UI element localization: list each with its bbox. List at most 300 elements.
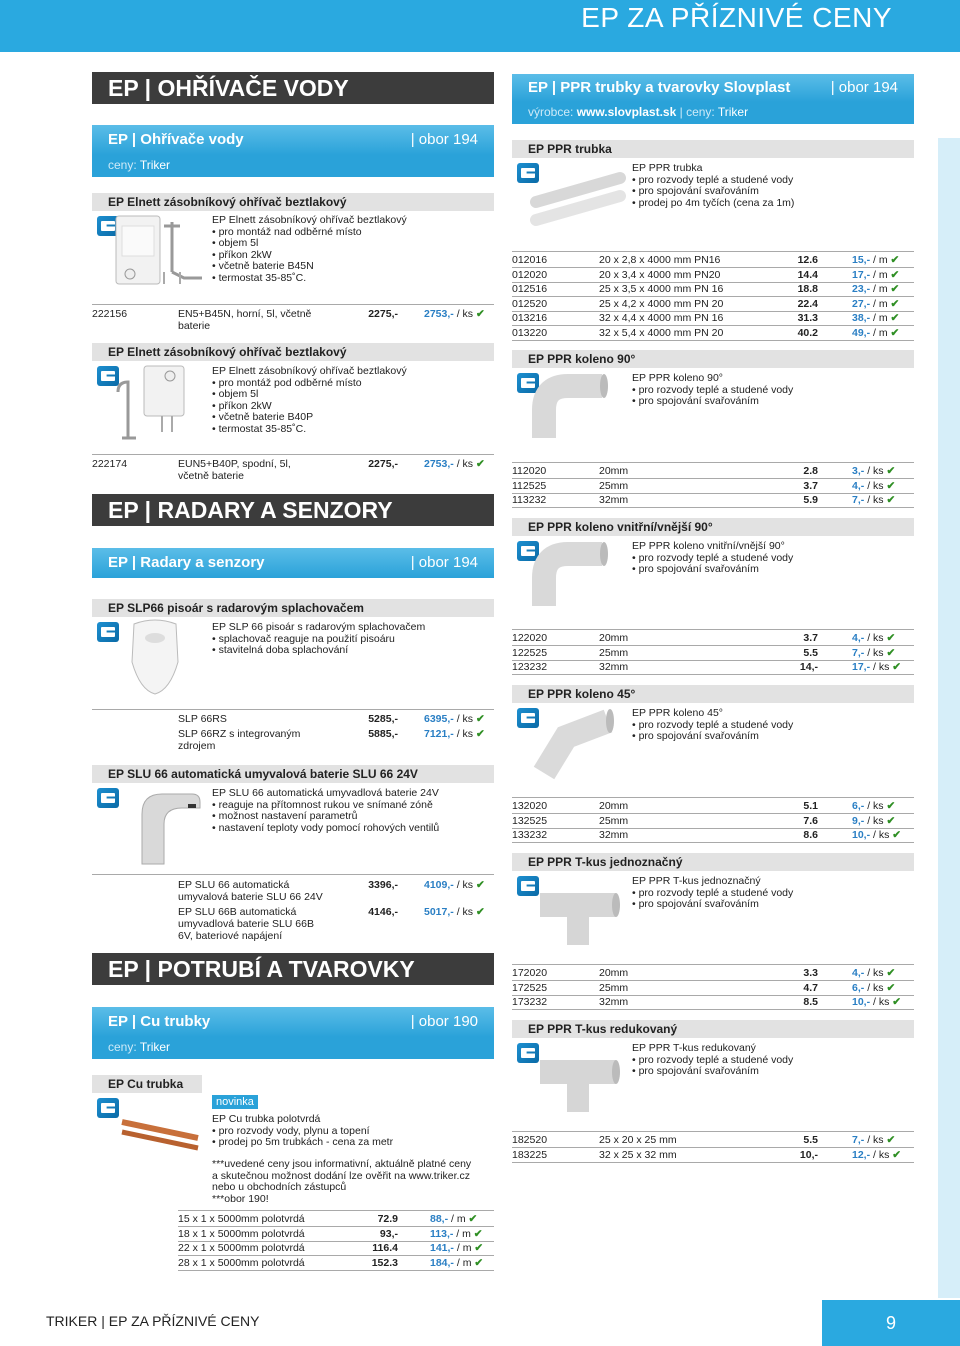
divider (92, 454, 494, 455)
row-desc: baterie (178, 320, 211, 332)
new-price: 88,- (430, 1213, 449, 1225)
desc-line: • termostat 35-85˚C. (212, 424, 407, 436)
new-price: 4,- (852, 479, 865, 492)
price-unit: / m (873, 297, 888, 310)
new-price: 15,- (852, 254, 871, 266)
product-code: 112525 (512, 479, 547, 492)
check-icon: ✔ (886, 800, 896, 812)
product-title: EP PPR T-kus jednoznačný (512, 853, 914, 871)
new-price-group (424, 308, 485, 320)
new-price-group (852, 967, 895, 979)
old-price: 152.3 (371, 1256, 398, 1269)
divider (512, 507, 914, 508)
category-bar-radary (92, 548, 494, 578)
product-code: 173232 (512, 996, 548, 1008)
manufacturer-line (512, 102, 914, 124)
new-price: 7,- (852, 646, 865, 659)
new-price-group (852, 815, 895, 827)
check-icon: ✔ (474, 1242, 484, 1254)
product-description (212, 366, 407, 435)
new-badge: novinka (212, 1095, 258, 1109)
new-price-group (852, 829, 901, 841)
desc-line: EP PPR T-kus jednoznačný (632, 875, 761, 887)
product-code: 012016 (512, 254, 548, 266)
row-desc: 25mm (599, 981, 629, 994)
faucet-image (112, 784, 204, 868)
old-price: 3.3 (803, 967, 818, 979)
check-icon: ✔ (892, 661, 902, 673)
product-code: 012020 (512, 268, 548, 281)
check-icon: ✔ (890, 254, 900, 266)
price-row-desc (178, 308, 311, 332)
pipe-image (530, 162, 626, 238)
price-unit: / m (873, 268, 888, 281)
check-icon: ✔ (892, 996, 902, 1008)
divider (512, 462, 914, 463)
product-description (212, 1114, 393, 1149)
product-description (632, 876, 793, 911)
note-line: ***obor 190! (212, 1192, 269, 1205)
desc-line: • včetně baterie B45N (212, 261, 407, 273)
product-title-cu: EP Cu trubka (92, 1075, 202, 1093)
row-desc: 20mm (599, 465, 629, 477)
product-description (212, 788, 439, 834)
new-price-group (852, 298, 899, 310)
category-prices-line (92, 155, 494, 177)
desc-line: • příkon 2kW (212, 401, 407, 413)
row-desc: zdrojem (178, 740, 216, 752)
price-unit: / m (456, 1242, 472, 1254)
category-obor: | obor 194 (830, 79, 898, 96)
row-desc: umyvalová baterie SLU 66 24V (178, 891, 323, 903)
row-desc: 22 x 1 x 5000mm polotvrdá (178, 1242, 305, 1254)
desc-line: • včetně baterie B40P (212, 412, 407, 424)
divider (92, 709, 494, 710)
new-price: 2753,- (424, 458, 454, 470)
divider (178, 1210, 494, 1211)
desc-line: • pro rozvody teplé a studené vody (632, 720, 793, 732)
price-row (92, 308, 127, 320)
product-description (632, 373, 793, 408)
row-desc: 25 x 4,2 x 4000 mm PN 20 (599, 297, 724, 310)
price-unit: / ks (867, 967, 884, 979)
old-price: 40.2 (797, 326, 818, 339)
product-title: EP PPR T-kus redukovaný (512, 1020, 914, 1038)
copper-pipes-image (118, 1100, 204, 1156)
new-price-group (430, 1257, 483, 1269)
old-price: 7.6 (803, 814, 818, 827)
new-price: 10,- (852, 996, 871, 1008)
water-heater-image (112, 212, 204, 290)
new-price: 17,- (852, 661, 871, 673)
desc-line: • pro rozvody teplé a studené vody (632, 888, 793, 900)
product-title: EP PPR koleno 90° (512, 350, 914, 368)
product-description (212, 622, 425, 657)
product-code: 132525 (512, 814, 548, 827)
row-desc: 25mm (599, 646, 629, 659)
new-price: 2753,- (424, 308, 454, 320)
old-price: 5285,- (368, 713, 398, 725)
product-code: 133232 (512, 829, 548, 841)
row-desc: 28 x 1 x 5000mm polotvrdá (178, 1256, 305, 1269)
note-line: nebo u obchodních zástupců (212, 1181, 347, 1193)
old-price: 72.9 (377, 1213, 398, 1225)
new-price: 23,- (852, 283, 871, 295)
ep-logo-icon (97, 622, 119, 642)
urinal-image (120, 618, 190, 700)
category-label: EP | PPR trubky a tvarovky Slovplast (528, 79, 791, 96)
desc-line: EP PPR koleno 90° (632, 372, 723, 384)
tee-image (530, 1042, 626, 1118)
row-desc: 20mm (599, 967, 629, 979)
row-desc: včetně baterie (178, 470, 244, 482)
desc-line: • pro spojování svařováním (632, 899, 793, 911)
desc-line: • pro rozvody teplé a studené vody (632, 385, 793, 397)
old-price: 22.4 (797, 297, 818, 310)
check-icon: ✔ (890, 268, 900, 281)
price-note (212, 1159, 471, 1205)
old-price: 5885,- (368, 728, 398, 740)
product-description (632, 541, 793, 576)
price-unit: / ks (867, 981, 884, 994)
section-heading-ohrivace: EP | OHŘÍVAČE VODY (92, 72, 494, 104)
new-price-group (852, 254, 899, 266)
desc-line: • objem 5l (212, 238, 407, 250)
row-desc: 20 x 3,4 x 4000 mm PN20 (599, 268, 721, 281)
divider (92, 874, 494, 875)
old-price: 93,- (379, 1227, 398, 1240)
row-desc: umyvadlová baterie SLU 66B (178, 918, 314, 930)
price-unit: / m (873, 326, 888, 339)
row-desc: EP SLU 66B automatická (178, 906, 297, 918)
old-price: 116.4 (372, 1242, 398, 1254)
new-price: 27,- (852, 297, 871, 310)
price-unit: / m (873, 254, 888, 266)
product-title: EP PPR trubka (512, 140, 914, 158)
product-title-pisoar: EP SLP66 pisoár s radarovým splachovačem (92, 599, 494, 617)
desc-line: • pro montáž pod odběrné místo (212, 378, 407, 390)
new-price: 7121,- (424, 728, 454, 740)
check-icon: ✔ (475, 906, 485, 918)
desc-line: EP SLP 66 pisoár s radarovým splachovačem (212, 621, 426, 633)
product-code: 113232 (512, 494, 547, 506)
old-price: 4146,- (368, 906, 398, 918)
check-icon: ✔ (475, 728, 485, 740)
ceny-value: Triker (717, 105, 749, 119)
check-icon: ✔ (886, 967, 896, 979)
row-desc: 32 x 5,4 x 4000 mm PN 20 (599, 326, 724, 339)
new-price: 12,- (852, 1148, 871, 1161)
desc-line: • pro rozvody teplé a studené vody (632, 175, 794, 187)
old-price: 5.5 (803, 1134, 818, 1146)
product-code: 222174 (92, 458, 128, 470)
new-price-group (424, 879, 485, 891)
check-icon: ✔ (886, 494, 896, 506)
divider (512, 1131, 914, 1132)
new-price-group (852, 327, 899, 339)
row-desc: 32mm (599, 996, 629, 1008)
desc-line: • pro spojování svařováním (632, 186, 794, 198)
check-icon: ✔ (886, 981, 896, 994)
new-price-group (852, 800, 895, 812)
product-code: 122020 (512, 632, 548, 644)
price-unit: / ks (867, 1134, 884, 1146)
price-unit: / ks (867, 646, 884, 659)
new-price: 7,- (852, 1134, 865, 1146)
check-icon: ✔ (475, 458, 485, 470)
row-desc: SLP 66RS (178, 713, 227, 725)
check-icon: ✔ (475, 713, 485, 725)
divider (178, 1270, 494, 1271)
product-code: 132020 (512, 800, 548, 812)
product-code: 012520 (512, 297, 548, 310)
category-obor: | obor 190 (410, 1013, 478, 1030)
row-desc: EN5+B45N, horní, 5l, včetně (178, 308, 312, 320)
desc-line: • stavitelná doba splachování (212, 645, 425, 657)
desc-line: • pro rozvody teplé a studené vody (632, 1055, 793, 1067)
page-number: 9 (822, 1300, 960, 1346)
new-price-group (852, 494, 895, 506)
new-price-group (424, 728, 485, 740)
price-unit: / ks (873, 1148, 890, 1161)
old-price: 3.7 (803, 632, 818, 644)
price-row-desc (178, 879, 323, 903)
old-price: 14,- (799, 661, 818, 673)
ceny-prefix: ceny: (108, 1040, 140, 1054)
price-unit: / ks (456, 879, 474, 891)
water-heater-under-image (112, 362, 204, 444)
product-code: 013216 (512, 312, 548, 324)
new-price: 10,- (852, 829, 871, 841)
price-unit: / m (873, 312, 888, 324)
new-price-group (430, 1228, 483, 1240)
row-desc: 25mm (599, 479, 629, 492)
footer-text: TRIKER | EP ZA PŘÍZNIVÉ CENY (46, 1313, 260, 1329)
old-price: 5.9 (803, 494, 818, 506)
check-icon: ✔ (892, 829, 902, 841)
old-price: 2.8 (803, 465, 818, 477)
vyrobce-prefix: výrobce: (528, 105, 577, 119)
new-price-group (852, 661, 901, 673)
price-row-desc (178, 728, 300, 752)
check-icon: ✔ (473, 1227, 483, 1240)
divider (512, 964, 914, 965)
category-label: EP | Radary a senzory (108, 554, 265, 571)
product-code: 123232 (512, 661, 548, 673)
row-desc: 20mm (599, 632, 629, 644)
desc-line: • pro spojování svařováním (632, 564, 793, 576)
desc-line: EP PPR T-kus redukovaný (632, 1042, 756, 1054)
price-unit: / ks (867, 814, 884, 827)
old-price: 4.7 (803, 981, 818, 994)
price-unit: / ks (867, 494, 884, 506)
check-icon: ✔ (475, 879, 485, 891)
category-bar-ohrivace (92, 125, 494, 155)
product-code: 013220 (512, 326, 548, 339)
row-desc: 32 x 4,4 x 4000 mm PN 16 (599, 312, 724, 324)
row-desc: 20 x 2,8 x 4000 mm PN16 (599, 254, 721, 266)
desc-line: EP Elnett zásobníkový ohřívač beztlakový (212, 365, 407, 377)
divider (512, 674, 914, 675)
new-price-group (424, 458, 485, 470)
divider (512, 1162, 914, 1163)
check-icon: ✔ (890, 326, 900, 339)
new-price-group (852, 632, 895, 644)
check-icon: ✔ (886, 465, 896, 477)
desc-line: EP SLU 66 automatická umyvadlová baterie 24V (212, 787, 439, 799)
price-unit: / ks (456, 713, 474, 725)
divider (512, 797, 914, 798)
desc-line: • pro rozvody teplé a studené vody (632, 553, 793, 565)
desc-line: EP Elnett zásobníkový ohřívač beztlakový (212, 214, 407, 226)
row-desc: 15 x 1 x 5000mm polotvrdá (178, 1213, 305, 1225)
product-code: 122525 (512, 646, 548, 659)
new-price: 7,- (852, 494, 865, 506)
old-price: 12.6 (797, 254, 818, 266)
new-price: 4109,- (424, 879, 454, 891)
desc-line: EP PPR trubka (632, 162, 703, 174)
new-price: 5017,- (424, 906, 454, 918)
category-bar-ppr (512, 74, 914, 102)
price-unit: / ks (456, 728, 474, 740)
price-unit: / m (873, 283, 888, 295)
new-price-group (852, 1134, 895, 1146)
new-price: 184,- (430, 1256, 454, 1269)
new-price: 141,- (430, 1242, 454, 1254)
new-price: 38,- (852, 312, 871, 324)
check-icon: ✔ (892, 1148, 902, 1161)
note-line: ***uvedené ceny jsou informativní, aktuálně platné ceny (212, 1158, 472, 1170)
old-price: 14.4 (797, 268, 818, 281)
row-desc: 6V, bateriové napájení (178, 930, 283, 942)
row-desc: 18 x 1 x 5000mm polotvrdá (178, 1227, 305, 1240)
product-code: 012516 (512, 283, 548, 295)
price-unit: / m (456, 1227, 471, 1240)
section-heading-radary: EP | RADARY A SENZORY (92, 494, 494, 526)
row-desc: SLP 66RZ s integrovaným (178, 728, 301, 740)
product-code: 182520 (512, 1134, 548, 1146)
desc-line: • prodej po 4m tyčích (cena za 1m) (632, 198, 794, 210)
new-price-group (852, 465, 895, 477)
price-unit: / ks (456, 308, 474, 320)
manufacturer-link[interactable]: www.slovplast.sk (576, 105, 677, 119)
page-banner-title: EP ZA PŘÍZNIVÉ CENY (581, 2, 892, 33)
new-price: 6,- (852, 981, 865, 994)
new-price: 113,- (430, 1227, 454, 1240)
new-price-group (430, 1242, 483, 1254)
new-price: 4,- (852, 632, 865, 644)
row-desc: 32 x 25 x 32 mm (599, 1148, 677, 1161)
new-price-group (852, 647, 895, 659)
price-unit: / m (451, 1213, 466, 1225)
old-price: 5.5 (803, 646, 818, 659)
elbow45-image (530, 707, 626, 783)
desc-line: • pro spojování svařováním (632, 396, 793, 408)
check-icon: ✔ (890, 283, 900, 295)
section-heading-potrubi: EP | POTRUBÍ A TVAROVKY (92, 953, 494, 985)
new-price-group (424, 906, 485, 918)
divider (512, 1009, 914, 1010)
product-description (632, 163, 794, 209)
divider (512, 842, 914, 843)
new-price-group (852, 480, 895, 492)
product-title-elnett-spodni: EP Elnett zásobníkový ohřívač beztlakový (92, 343, 494, 361)
new-price: 6395,- (424, 713, 454, 725)
ep-logo-icon (97, 1098, 119, 1118)
side-tab (938, 138, 960, 1298)
price-unit: / ks (867, 479, 884, 492)
new-price: 6,- (852, 800, 865, 812)
elbow-image (530, 540, 626, 616)
old-price: 31.3 (797, 312, 818, 324)
price-unit: / ks (873, 661, 890, 673)
desc-line: EP PPR koleno 45° (632, 707, 723, 719)
new-price-group (852, 283, 899, 295)
check-icon: ✔ (886, 814, 896, 827)
price-unit: / ks (867, 632, 884, 644)
product-code: 222156 (92, 308, 128, 320)
new-price: 3,- (852, 465, 865, 477)
check-icon: ✔ (886, 1134, 896, 1146)
desc-line: • příkon 2kW (212, 250, 407, 262)
product-description (632, 1043, 793, 1078)
category-obor: | obor 194 (410, 131, 478, 148)
category-label: EP | Cu trubky (108, 1013, 211, 1030)
new-price: 4,- (852, 967, 865, 979)
row-desc: 25 x 3,5 x 4000 mm PN 16 (599, 283, 724, 295)
price-unit: / ks (456, 906, 474, 918)
ceny-value: Triker (139, 158, 171, 172)
divider (512, 340, 914, 341)
new-price-group (852, 996, 901, 1008)
check-icon: ✔ (890, 312, 900, 324)
ceny-prefix: | ceny: (676, 105, 718, 119)
desc-line: • prodej po 5m trubkách - cena za metr (212, 1137, 393, 1149)
row-desc: 25 x 20 x 25 mm (599, 1134, 677, 1146)
row-desc: 32mm (599, 494, 629, 506)
old-price: 5.1 (803, 800, 818, 812)
new-price: 17,- (852, 268, 871, 281)
new-price-group (852, 1149, 901, 1161)
product-code: 183225 (512, 1148, 548, 1161)
old-price: 2275,- (368, 458, 398, 470)
row-desc: 25mm (599, 814, 629, 827)
row-desc: 20mm (599, 800, 629, 812)
price-unit: / ks (867, 800, 884, 812)
check-icon: ✔ (475, 308, 485, 320)
divider (512, 251, 914, 252)
desc-line: • pro montáž nad odběrné místo (212, 227, 407, 239)
category-bar-cu (92, 1007, 494, 1037)
desc-line: • pro spojování svařováním (632, 731, 793, 743)
new-price-group (430, 1213, 477, 1225)
desc-line: • termostat 35-85˚C. (212, 273, 407, 285)
old-price: 18.8 (797, 283, 818, 295)
elbow-image (530, 372, 626, 448)
product-code: 172525 (512, 981, 548, 994)
category-prices-line (92, 1037, 494, 1059)
divider (512, 629, 914, 630)
ceny-value: Triker (139, 1040, 171, 1054)
old-price: 2275,- (368, 308, 398, 320)
desc-line: • nastavení teploty vody pomocí rohových ventilů (212, 823, 439, 835)
product-title-slu66: EP SLU 66 automatická umyvalová baterie SLU 66 24V (92, 765, 494, 783)
desc-line: • pro spojování svařováním (632, 1066, 793, 1078)
old-price: 10,- (799, 1148, 818, 1161)
new-price: 49,- (852, 326, 871, 339)
new-price-group (852, 312, 899, 324)
desc-line: EP PPR koleno vnitřní/vnější 90° (632, 540, 785, 552)
